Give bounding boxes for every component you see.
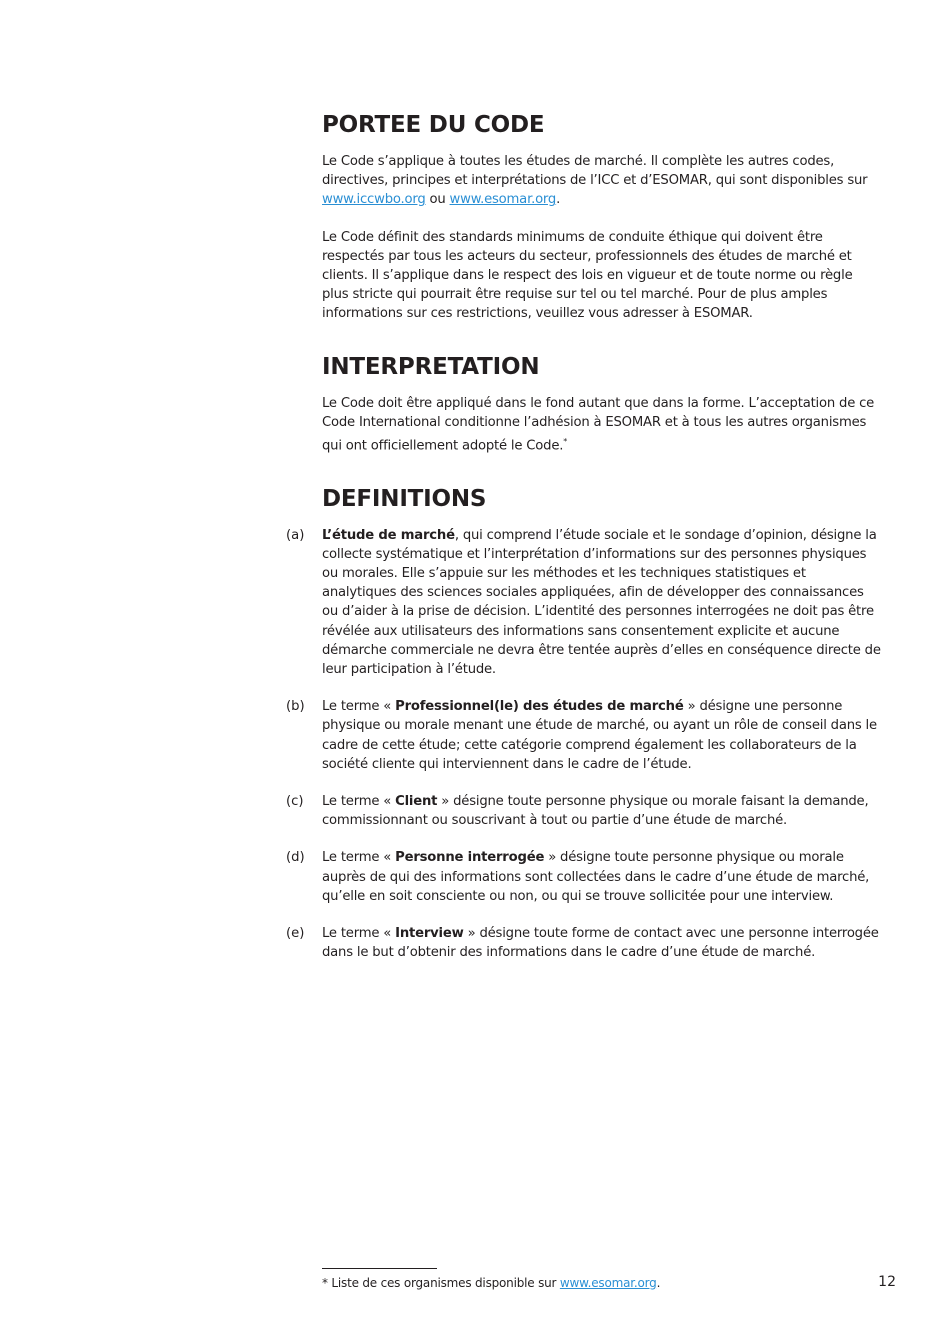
definitions-list (286, 526, 882, 963)
interpretation-paragraph (322, 394, 882, 456)
portee-text-mid: ou (425, 192, 450, 208)
definition-term: Interview (395, 926, 464, 942)
definition-text (322, 697, 882, 774)
definition-letter: (b) (286, 699, 305, 715)
footnote-marker: * (563, 437, 568, 447)
definition-term: Professionnel(le) des études de marché (395, 699, 684, 715)
definition-item-a (286, 526, 882, 680)
definition-text (322, 924, 882, 962)
definition-body: » désigne toute forme de contact avec une personne interrogée dans le but d’obtenir des informations dans le cadre d’une étude de marché. (322, 926, 879, 961)
footnote-end: . (656, 1276, 661, 1290)
portee-text-end: . (556, 192, 561, 208)
definition-letter: (d) (286, 850, 305, 866)
definition-term: L’étude de marché (322, 527, 455, 543)
definition-body: , qui comprend l’étude sociale et le sondage d’opinion, désigne la collecte systématique et l’interprétation d’informations sur des personnes physiques ou morales. Elle s’appuie sur les méthodes et les techniques statistiques et analytiques des sciences sociales appliquées, afin de développer des connaissances ou d’aider à la prise de décision. L’identité des personnes interrogées ne doit pas être révélée aux utilisateurs des informations sans consentement explicite et aucune démarche commerciale ne devra être tentée auprès d’elles en conséquence directe de leur participation à l’étude. (322, 527, 881, 678)
section-title-interpretation: INTERPRETATION (322, 353, 540, 380)
section-title-definitions: DEFINITIONS (322, 485, 487, 512)
page-number: 12 (878, 1274, 896, 1290)
iccwbo-link[interactable]: www.iccwbo.org (322, 192, 426, 208)
footnote-esomar-link[interactable]: www.esomar.org (559, 1276, 657, 1290)
definition-text (322, 792, 882, 830)
definition-prefix: Le terme « (322, 926, 396, 942)
definition-term: Client (395, 794, 438, 810)
definition-letter: (e) (286, 926, 305, 942)
definition-text (322, 848, 882, 906)
definition-term: Personne interrogée (395, 850, 545, 866)
portee-paragraph-1 (322, 152, 882, 210)
portee-text: Le Code s’applique à toutes les études de marché. Il complète les autres codes, directives, principes et interprétations de l’ICC et d’ESOMAR, qui sont disponibles sur (322, 154, 868, 189)
definition-body: » désigne une personne physique ou morale menant une étude de marché, ou ayant un rôle de conseil dans le cadre de cette étude; cette catégorie comprend également les collaborateurs de la société cliente qui interviennent dans le cadre de l’étude. (322, 699, 877, 772)
footnote-text: * Liste de ces organismes disponible sur (322, 1276, 560, 1290)
definition-item-c (286, 792, 882, 830)
definition-prefix: Le terme « (322, 850, 396, 866)
portee-paragraph-2: Le Code définit des standards minimums de conduite éthique qui doivent être respectés par tous les acteurs du secteur, professionnels des études de marché et clients. Il s’applique dans le respect des lois en vigueur et de toute norme ou règle plus stricte qui pourrait être requise sur tel ou tel marché. Pour de plus amples informations sur ces restrictions, veuillez vous adresser à ESOMAR. (322, 229, 853, 322)
definition-letter: (c) (286, 794, 304, 810)
definition-body: » désigne toute personne physique ou morale auprès de qui des informations sont collectées dans le cadre d’une étude de marché, qu’elle en soit consciente ou non, ou qui se trouve sollicitée pour une interview. (322, 850, 870, 904)
main-content (286, 110, 882, 962)
interpretation-text: Le Code doit être appliqué dans le fond autant que dans la forme. L’acceptation de ce Code International conditionne l’adhésion à ESOMAR et à tous les autres organismes qui ont officiellement adopté le Code. (322, 395, 875, 454)
definition-item-d (286, 848, 882, 906)
footnote-divider (322, 1268, 437, 1269)
definition-body: » désigne toute personne physique ou morale faisant la demande, commissionnant ou souscrivant à tout ou partie d’une étude de marché. (322, 794, 869, 829)
definition-item-e (286, 924, 882, 962)
section-title-portee: PORTEE DU CODE (322, 112, 545, 138)
definition-letter: (a) (286, 527, 305, 543)
definition-prefix: Le terme « (322, 699, 396, 715)
definition-text (322, 526, 882, 680)
footnote (322, 1274, 660, 1292)
definition-item-b (286, 697, 882, 774)
definition-prefix: Le terme « (322, 794, 396, 810)
esomar-link[interactable]: www.esomar.org (449, 192, 557, 208)
